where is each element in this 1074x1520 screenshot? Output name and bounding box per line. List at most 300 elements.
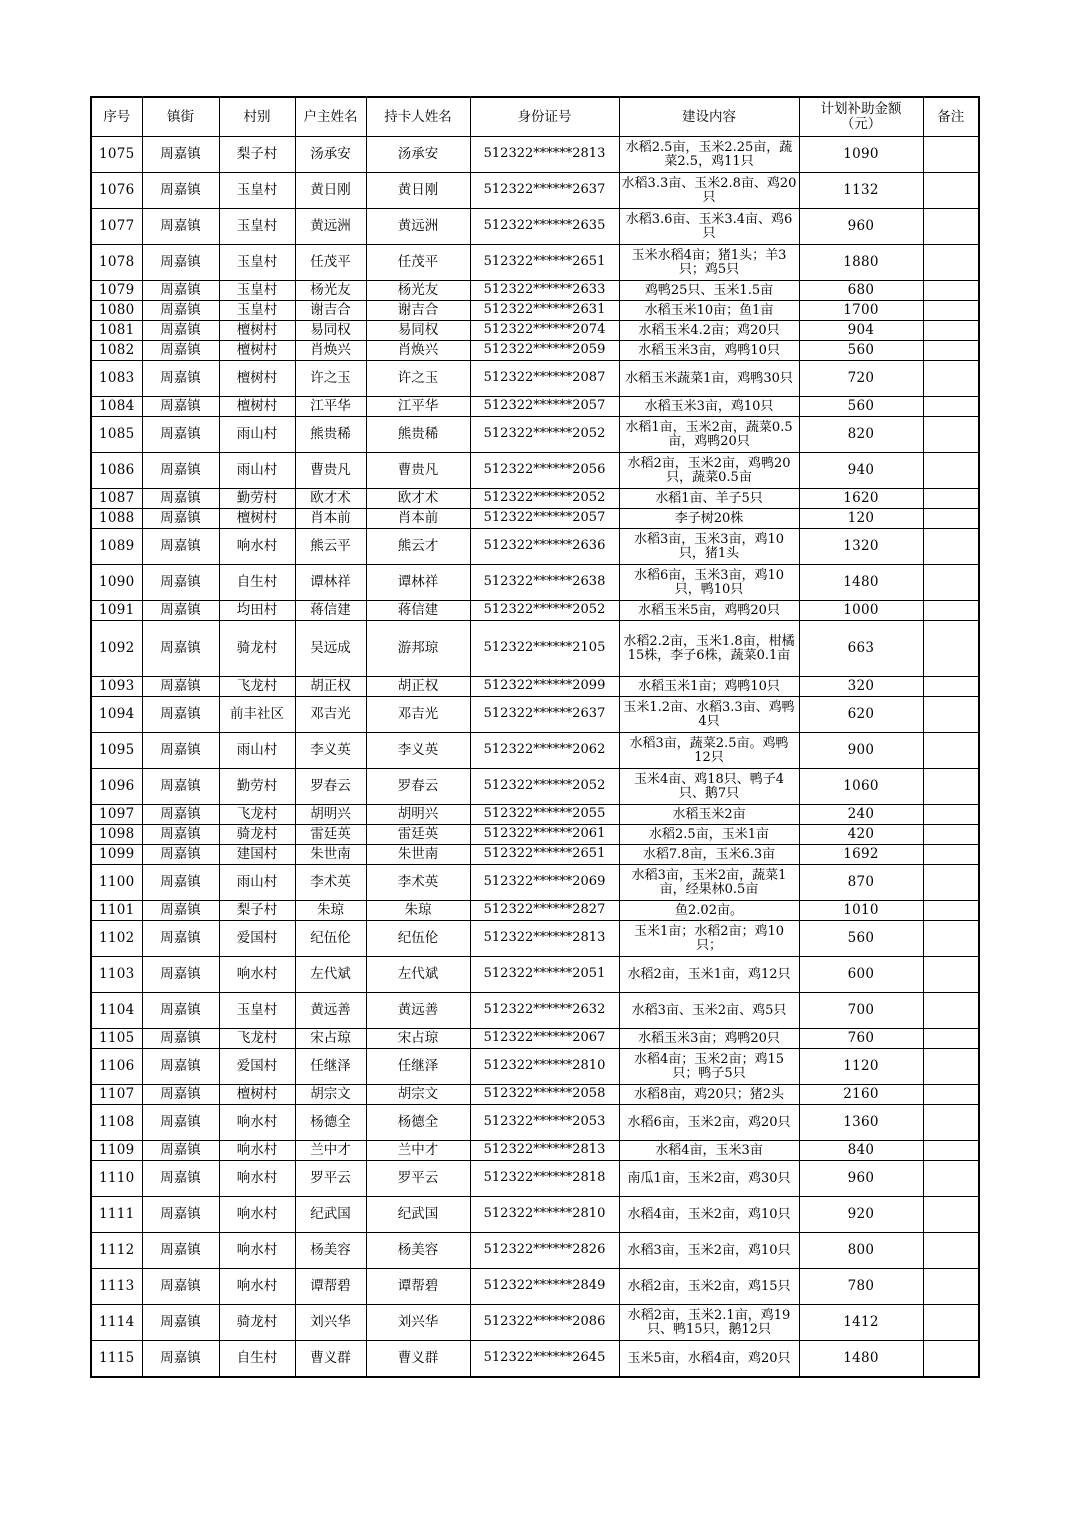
cell-owner: 黄远洲 [295,209,366,245]
table-row [91,865,979,901]
cell-village: 玉皇村 [219,301,295,321]
cell-owner: 纪武国 [295,1197,366,1233]
table-row [91,805,979,825]
cell-amount: 1360 [799,1105,923,1141]
table-row [91,993,979,1029]
cell-town: 周嘉镇 [142,209,219,245]
cell-note [923,1029,979,1049]
cell-holder: 杨美容 [366,1233,470,1269]
cell-content: 玉米水稻4亩；猪1头；羊3只；鸡5只 [619,245,799,281]
cell-id: 512322******2086 [470,1305,619,1341]
cell-holder: 杨德全 [366,1105,470,1141]
cell-note [923,281,979,301]
cell-seq: 1088 [91,509,142,529]
cell-village: 响水村 [219,1161,295,1197]
cell-holder: 宋占琼 [366,1029,470,1049]
cell-village: 梨子村 [219,901,295,921]
cell-amount: 1480 [799,565,923,601]
cell-holder: 李义英 [366,733,470,769]
cell-amount: 820 [799,417,923,453]
cell-village: 响水村 [219,1233,295,1269]
cell-owner: 李术英 [295,865,366,901]
cell-amount: 760 [799,1029,923,1049]
table-row [91,1161,979,1197]
cell-note [923,173,979,209]
cell-town: 周嘉镇 [142,509,219,529]
table-body [91,137,979,1378]
table-row [91,769,979,805]
cell-owner: 邓吉光 [295,697,366,733]
cell-id: 512322******2632 [470,993,619,1029]
cell-town: 周嘉镇 [142,1105,219,1141]
cell-holder: 刘兴华 [366,1305,470,1341]
table-row [91,957,979,993]
cell-village: 爱国村 [219,1049,295,1085]
cell-amount: 560 [799,397,923,417]
cell-village: 檀树村 [219,1085,295,1105]
cell-note [923,417,979,453]
cell-holder: 黄日刚 [366,173,470,209]
cell-owner: 曹义群 [295,1341,366,1378]
cell-holder: 汤承安 [366,137,470,173]
cell-town: 周嘉镇 [142,901,219,921]
cell-seq: 1103 [91,957,142,993]
cell-id: 512322******2826 [470,1233,619,1269]
cell-id: 512322******2645 [470,1341,619,1378]
table-row [91,529,979,565]
cell-holder: 杨光友 [366,281,470,301]
cell-content: 水稻玉米3亩；鸡鸭20只 [619,1029,799,1049]
table-row [91,173,979,209]
cell-content: 鱼2.02亩。 [619,901,799,921]
cell-id: 512322******2052 [470,769,619,805]
cell-holder: 纪伍伦 [366,921,470,957]
cell-village: 玉皇村 [219,281,295,301]
cell-seq: 1076 [91,173,142,209]
cell-owner: 胡明兴 [295,805,366,825]
cell-note [923,957,979,993]
cell-note [923,1269,979,1305]
cell-town: 周嘉镇 [142,281,219,301]
table-row [91,601,979,621]
cell-content: 水稻2.5亩，玉米2.25亩，蔬菜2.5，鸡11只 [619,137,799,173]
cell-seq: 1084 [91,397,142,417]
cell-village: 响水村 [219,529,295,565]
cell-id: 512322******2813 [470,1141,619,1161]
cell-owner: 胡正权 [295,677,366,697]
cell-id: 512322******2105 [470,621,619,677]
cell-town: 周嘉镇 [142,417,219,453]
cell-owner: 许之玉 [295,361,366,397]
cell-seq: 1087 [91,489,142,509]
header-amount-line2: （元） [840,116,882,132]
cell-town: 周嘉镇 [142,805,219,825]
cell-note [923,697,979,733]
cell-amount: 920 [799,1197,923,1233]
cell-village: 勤劳村 [219,769,295,805]
cell-content: 南瓜1亩，玉米2亩，鸡30只 [619,1161,799,1197]
cell-owner: 任继泽 [295,1049,366,1085]
cell-note [923,301,979,321]
cell-seq: 1097 [91,805,142,825]
cell-town: 周嘉镇 [142,1161,219,1197]
cell-note [923,529,979,565]
cell-holder: 任继泽 [366,1049,470,1085]
cell-owner: 谢吉合 [295,301,366,321]
cell-holder: 谭帮碧 [366,1269,470,1305]
cell-id: 512322******2056 [470,453,619,489]
cell-seq: 1105 [91,1029,142,1049]
table-row [91,1233,979,1269]
cell-seq: 1113 [91,1269,142,1305]
cell-town: 周嘉镇 [142,621,219,677]
cell-village: 檀树村 [219,361,295,397]
cell-holder: 纪武国 [366,1197,470,1233]
cell-holder: 邓吉光 [366,697,470,733]
cell-seq: 1078 [91,245,142,281]
table-row [91,677,979,697]
cell-owner: 曹贵凡 [295,453,366,489]
cell-town: 周嘉镇 [142,301,219,321]
cell-amount: 1010 [799,901,923,921]
cell-note [923,993,979,1029]
cell-amount: 780 [799,1269,923,1305]
cell-owner: 罗春云 [295,769,366,805]
cell-content: 水稻7.8亩，玉米6.3亩 [619,845,799,865]
cell-amount: 1000 [799,601,923,621]
cell-content: 玉米1.2亩、水稻3.3亩、鸡鸭4只 [619,697,799,733]
cell-note [923,805,979,825]
cell-holder: 谢吉合 [366,301,470,321]
cell-seq: 1099 [91,845,142,865]
cell-holder: 左代斌 [366,957,470,993]
cell-town: 周嘉镇 [142,993,219,1029]
cell-seq: 1094 [91,697,142,733]
cell-note [923,601,979,621]
table-row [91,137,979,173]
cell-seq: 1095 [91,733,142,769]
cell-amount: 940 [799,453,923,489]
cell-owner: 纪伍伦 [295,921,366,957]
cell-id: 512322******2069 [470,865,619,901]
cell-town: 周嘉镇 [142,677,219,697]
cell-content: 水稻2亩，玉米2亩，鸡15只 [619,1269,799,1305]
header-amount [799,97,923,137]
cell-owner: 雷廷英 [295,825,366,845]
header-owner: 户主姓名 [295,97,366,137]
header-amount-line1: 计划补助金额 [820,101,902,118]
cell-seq: 1083 [91,361,142,397]
cell-village: 玉皇村 [219,173,295,209]
cell-amount: 960 [799,209,923,245]
cell-seq: 1096 [91,769,142,805]
cell-note [923,361,979,397]
cell-village: 雨山村 [219,733,295,769]
cell-note [923,1141,979,1161]
cell-seq: 1111 [91,1197,142,1233]
cell-amount: 320 [799,677,923,697]
cell-note [923,137,979,173]
cell-town: 周嘉镇 [142,1141,219,1161]
cell-amount: 680 [799,281,923,301]
cell-town: 周嘉镇 [142,921,219,957]
cell-holder: 罗春云 [366,769,470,805]
cell-id: 512322******2057 [470,397,619,417]
cell-content: 水稻玉米蔬菜1亩，鸡鸭30只 [619,361,799,397]
cell-village: 骑龙村 [219,825,295,845]
cell-note [923,1305,979,1341]
cell-holder: 任茂平 [366,245,470,281]
cell-village: 响水村 [219,1105,295,1141]
cell-holder: 曹义群 [366,1341,470,1378]
cell-holder: 熊云才 [366,529,470,565]
cell-amount: 720 [799,361,923,397]
cell-village: 前丰社区 [219,697,295,733]
cell-amount: 2160 [799,1085,923,1105]
table-row [91,1269,979,1305]
cell-note [923,1197,979,1233]
cell-amount: 960 [799,1161,923,1197]
subsidy-table [90,96,980,1378]
cell-note [923,453,979,489]
cell-amount: 663 [799,621,923,677]
cell-holder: 胡明兴 [366,805,470,825]
table-row [91,453,979,489]
cell-seq: 1085 [91,417,142,453]
cell-seq: 1101 [91,901,142,921]
cell-content: 水稻6亩，玉米3亩，鸡10只，鸭10只 [619,565,799,601]
table-row [91,509,979,529]
cell-town: 周嘉镇 [142,697,219,733]
cell-town: 周嘉镇 [142,845,219,865]
cell-content: 水稻2亩，玉米1亩，鸡12只 [619,957,799,993]
header-seq: 序号 [91,97,142,137]
cell-content: 水稻3亩，玉米3亩，鸡10只，猪1头 [619,529,799,565]
cell-holder: 李术英 [366,865,470,901]
cell-town: 周嘉镇 [142,137,219,173]
table-row [91,1029,979,1049]
cell-content: 水稻2亩，玉米2.1亩，鸡19只、鸭15只，鹅12只 [619,1305,799,1341]
cell-amount: 1480 [799,1341,923,1378]
cell-village: 玉皇村 [219,245,295,281]
header-holder: 持卡人姓名 [366,97,470,137]
cell-amount: 800 [799,1233,923,1269]
header-id: 身份证号 [470,97,619,137]
cell-content: 水稻3.6亩、玉米3.4亩、鸡6只 [619,209,799,245]
table-row [91,397,979,417]
cell-seq: 1093 [91,677,142,697]
cell-id: 512322******2633 [470,281,619,301]
cell-note [923,921,979,957]
cell-content: 鸡鸭25只、玉米1.5亩 [619,281,799,301]
cell-holder: 胡宗文 [366,1085,470,1105]
cell-id: 512322******2810 [470,1049,619,1085]
cell-id: 512322******2651 [470,245,619,281]
cell-amount: 600 [799,957,923,993]
cell-content: 水稻3亩，蔬菜2.5亩。鸡鸭12只 [619,733,799,769]
cell-holder: 蒋信建 [366,601,470,621]
table-row [91,825,979,845]
cell-amount: 900 [799,733,923,769]
cell-id: 512322******2813 [470,921,619,957]
cell-owner: 朱世南 [295,845,366,865]
cell-id: 512322******2067 [470,1029,619,1049]
cell-owner: 李义英 [295,733,366,769]
cell-village: 响水村 [219,1197,295,1233]
cell-amount: 1120 [799,1049,923,1085]
cell-note [923,621,979,677]
cell-owner: 汤承安 [295,137,366,173]
cell-town: 周嘉镇 [142,489,219,509]
cell-content: 水稻1亩、羊子5只 [619,489,799,509]
cell-id: 512322******2631 [470,301,619,321]
cell-seq: 1077 [91,209,142,245]
cell-amount: 1132 [799,173,923,209]
cell-note [923,845,979,865]
table-row [91,697,979,733]
cell-seq: 1112 [91,1233,142,1269]
table-row [91,621,979,677]
cell-owner: 胡宗文 [295,1085,366,1105]
cell-content: 水稻3.3亩、玉米2.8亩、鸡20只 [619,173,799,209]
cell-content: 水稻4亩，玉米2亩，鸡10只 [619,1197,799,1233]
cell-village: 响水村 [219,1141,295,1161]
cell-village: 雨山村 [219,865,295,901]
cell-note [923,1341,979,1378]
cell-amount: 1880 [799,245,923,281]
cell-village: 自生村 [219,1341,295,1378]
cell-id: 512322******2053 [470,1105,619,1141]
cell-content: 水稻6亩，玉米2亩，鸡20只 [619,1105,799,1141]
cell-town: 周嘉镇 [142,173,219,209]
cell-owner: 杨美容 [295,1233,366,1269]
cell-owner: 黄日刚 [295,173,366,209]
cell-seq: 1115 [91,1341,142,1378]
cell-id: 512322******2074 [470,321,619,341]
cell-content: 水稻玉米3亩，鸡鸭10只 [619,341,799,361]
cell-seq: 1107 [91,1085,142,1105]
cell-town: 周嘉镇 [142,361,219,397]
cell-owner: 吴远成 [295,621,366,677]
table-row [91,341,979,361]
cell-town: 周嘉镇 [142,1049,219,1085]
cell-owner: 谭帮碧 [295,1269,366,1305]
cell-town: 周嘉镇 [142,397,219,417]
table-row [91,489,979,509]
cell-seq: 1106 [91,1049,142,1085]
cell-village: 玉皇村 [219,993,295,1029]
cell-owner: 宋占琼 [295,1029,366,1049]
cell-id: 512322******2638 [470,565,619,601]
cell-id: 512322******2061 [470,825,619,845]
cell-content: 李子树20株 [619,509,799,529]
cell-id: 512322******2818 [470,1161,619,1197]
cell-note [923,1233,979,1269]
cell-id: 512322******2813 [470,137,619,173]
cell-content: 水稻玉米1亩；鸡鸭10只 [619,677,799,697]
cell-id: 512322******2099 [470,677,619,697]
cell-content: 玉米1亩；水稻2亩；鸡10只； [619,921,799,957]
header-content: 建设内容 [619,97,799,137]
cell-owner: 杨德全 [295,1105,366,1141]
cell-holder: 罗平云 [366,1161,470,1197]
cell-owner: 欧才术 [295,489,366,509]
cell-town: 周嘉镇 [142,1305,219,1341]
cell-holder: 谭林祥 [366,565,470,601]
cell-content: 水稻玉米2亩 [619,805,799,825]
cell-holder: 肖本前 [366,509,470,529]
cell-village: 飞龙村 [219,805,295,825]
cell-owner: 杨光友 [295,281,366,301]
cell-note [923,565,979,601]
cell-amount: 1320 [799,529,923,565]
cell-id: 512322******2637 [470,173,619,209]
cell-amount: 420 [799,825,923,845]
cell-village: 响水村 [219,1269,295,1305]
table-row [91,1105,979,1141]
cell-id: 512322******2055 [470,805,619,825]
table-row [91,1341,979,1378]
cell-owner: 蒋信建 [295,601,366,621]
cell-seq: 1080 [91,301,142,321]
cell-seq: 1110 [91,1161,142,1197]
cell-amount: 904 [799,321,923,341]
cell-town: 周嘉镇 [142,1197,219,1233]
cell-seq: 1091 [91,601,142,621]
cell-seq: 1075 [91,137,142,173]
cell-id: 512322******2651 [470,845,619,865]
cell-amount: 1692 [799,845,923,865]
cell-village: 梨子村 [219,137,295,173]
cell-content: 玉米4亩、鸡18只、鸭子4只、鹅7只 [619,769,799,805]
cell-id: 512322******2057 [470,509,619,529]
cell-village: 响水村 [219,957,295,993]
cell-holder: 朱世南 [366,845,470,865]
cell-holder: 游邦琼 [366,621,470,677]
cell-content: 水稻2亩，玉米2亩，鸡鸭20只，蔬菜0.5亩 [619,453,799,489]
cell-amount: 1700 [799,301,923,321]
cell-holder: 肖焕兴 [366,341,470,361]
table-row [91,921,979,957]
cell-owner: 肖焕兴 [295,341,366,361]
cell-amount: 620 [799,697,923,733]
cell-holder: 熊贵稀 [366,417,470,453]
cell-village: 勤劳村 [219,489,295,509]
cell-seq: 1092 [91,621,142,677]
cell-note [923,245,979,281]
cell-id: 512322******2052 [470,417,619,453]
table-row [91,301,979,321]
table-row [91,321,979,341]
cell-content: 水稻4亩，玉米3亩 [619,1141,799,1161]
cell-town: 周嘉镇 [142,341,219,361]
cell-id: 512322******2810 [470,1197,619,1233]
cell-content: 水稻2.2亩，玉米1.8亩，柑橘15株，李子6株，蔬菜0.1亩 [619,621,799,677]
cell-amount: 1620 [799,489,923,509]
cell-note [923,1049,979,1085]
table-row [91,1141,979,1161]
table-row [91,1085,979,1105]
table-row [91,845,979,865]
cell-village: 雨山村 [219,453,295,489]
cell-content: 水稻8亩，鸡20只；猪2头 [619,1085,799,1105]
cell-owner: 左代斌 [295,957,366,993]
cell-town: 周嘉镇 [142,1269,219,1305]
cell-seq: 1081 [91,321,142,341]
cell-id: 512322******2635 [470,209,619,245]
cell-holder: 黄远洲 [366,209,470,245]
cell-holder: 曹贵凡 [366,453,470,489]
